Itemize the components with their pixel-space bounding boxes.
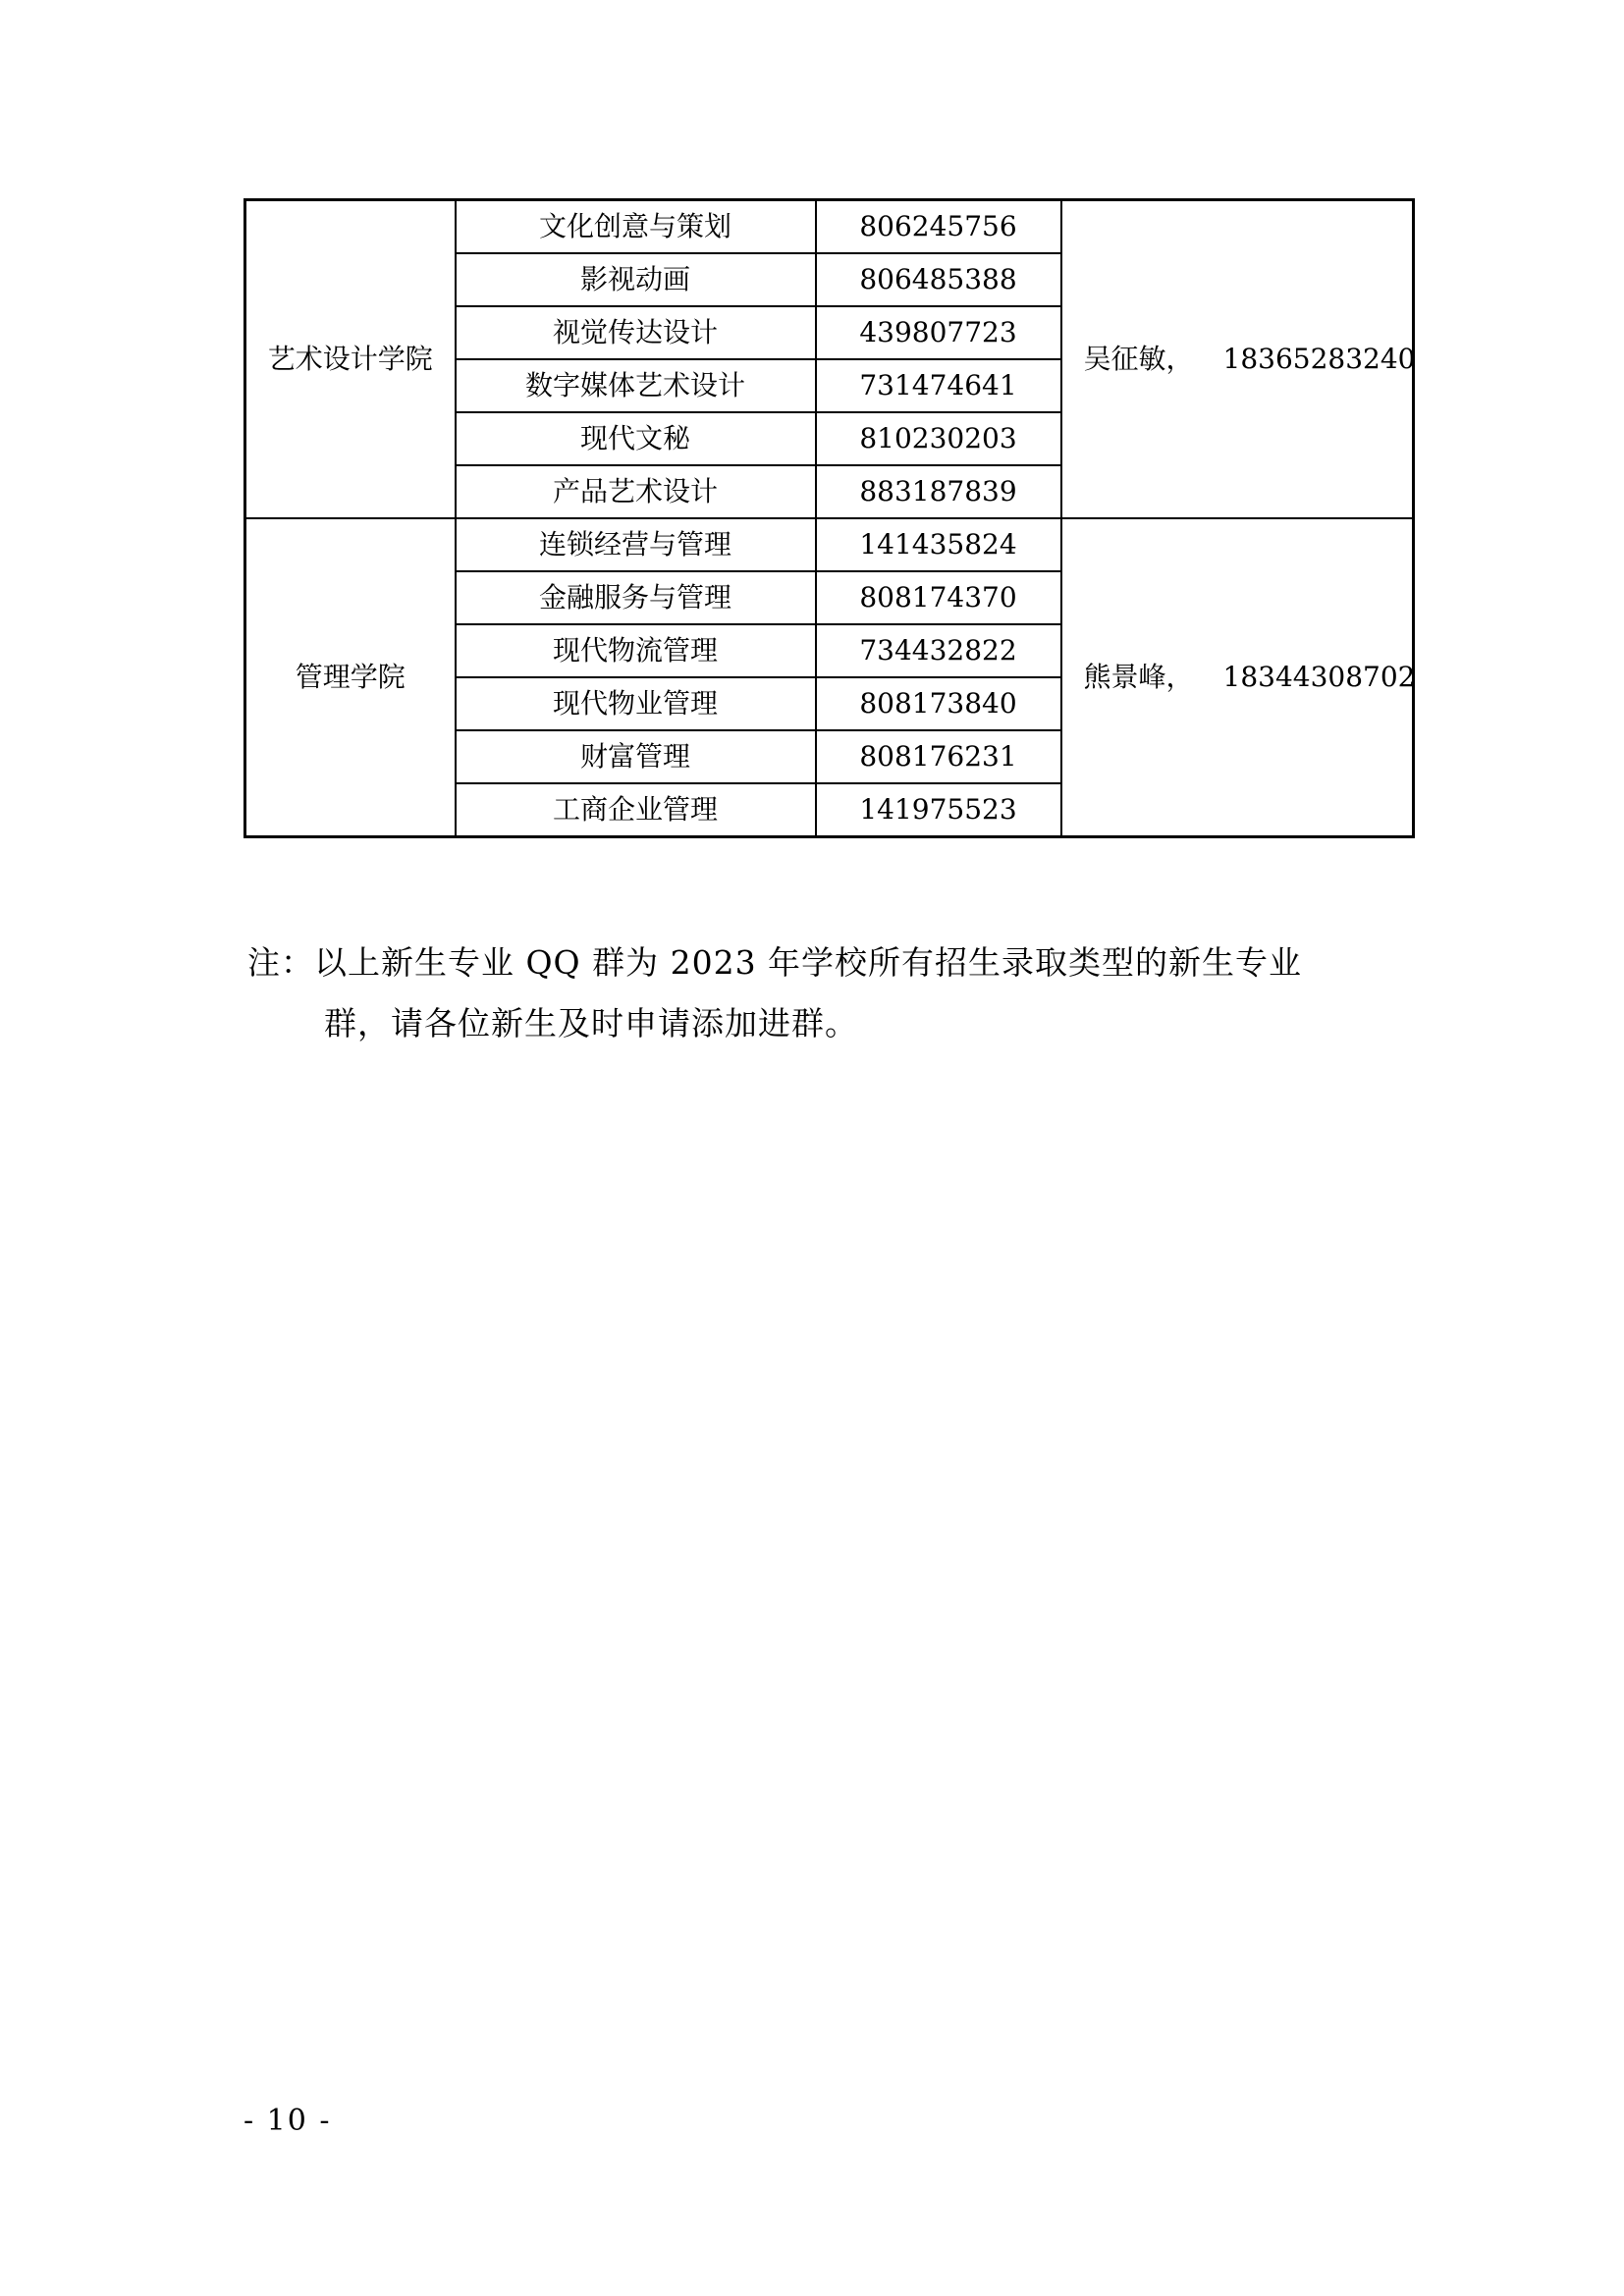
qq-cell: 439807723 (816, 306, 1061, 359)
major-cell: 现代文秘 (456, 412, 816, 465)
table-row (245, 518, 1414, 571)
note-line-2: 群，请各位新生及时申请添加进群。 (324, 1004, 858, 1042)
qq-cell: 808173840 (816, 677, 1061, 730)
table-row (245, 200, 1414, 254)
contact-name: 熊景峰 (1083, 661, 1166, 693)
qq-cell: 810230203 (816, 412, 1061, 465)
contact-separator: ， (1165, 661, 1194, 693)
contact-cell (1061, 518, 1414, 837)
contact-cell (1061, 200, 1414, 519)
contact-phone: 18344308702 (1222, 661, 1416, 693)
college-cell: 艺术设计学院 (245, 200, 456, 519)
major-cell: 财富管理 (456, 730, 816, 783)
contact-phone: 18365283240 (1222, 343, 1416, 375)
qq-cell: 734432822 (816, 624, 1061, 677)
qq-cell: 808176231 (816, 730, 1061, 783)
qq-cell: 806245756 (816, 200, 1061, 254)
page-number: - 10 - (244, 2104, 332, 2138)
qq-cell: 141975523 (816, 783, 1061, 837)
college-cell: 管理学院 (245, 518, 456, 837)
major-cell: 现代物流管理 (456, 624, 816, 677)
major-cell: 影视动画 (456, 253, 816, 306)
contact-separator: ， (1165, 343, 1194, 375)
qq-cell: 883187839 (816, 465, 1061, 518)
major-cell: 产品艺术设计 (456, 465, 816, 518)
major-cell: 连锁经营与管理 (456, 518, 816, 571)
major-cell: 数字媒体艺术设计 (456, 359, 816, 412)
note-paragraph (247, 933, 1406, 1054)
major-cell: 视觉传达设计 (456, 306, 816, 359)
qq-group-table (244, 198, 1415, 838)
contact-name: 吴征敏 (1083, 343, 1166, 375)
note-line-1: 注：以上新生专业 QQ 群为 2023 年学校所有招生录取类型的新生专业 (247, 943, 1303, 982)
major-cell: 工商企业管理 (456, 783, 816, 837)
qq-cell: 141435824 (816, 518, 1061, 571)
major-cell: 金融服务与管理 (456, 571, 816, 624)
major-cell: 文化创意与策划 (456, 200, 816, 254)
qq-cell: 731474641 (816, 359, 1061, 412)
major-cell: 现代物业管理 (456, 677, 816, 730)
qq-cell: 808174370 (816, 571, 1061, 624)
qq-cell: 806485388 (816, 253, 1061, 306)
